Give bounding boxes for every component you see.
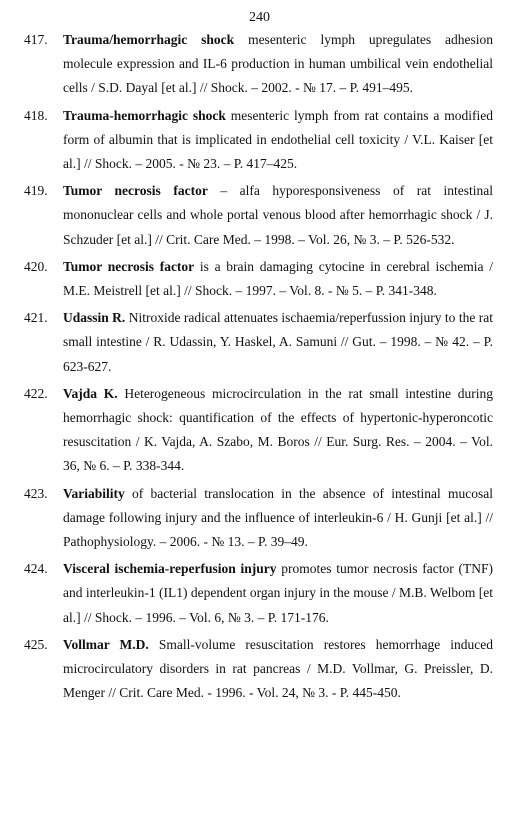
reference-text: [63, 557, 493, 630]
reference-item: [0, 255, 519, 303]
reference-text: [63, 179, 493, 252]
reference-text: [63, 482, 493, 555]
reference-lead: Vajda K.: [63, 385, 118, 401]
reference-lead: Udassin R.: [63, 310, 126, 326]
reference-body: Small-volume resuscitation restores hemorrhage induced microcirculatory disorders in rat pancreas / M.D. Vollmar, G. Preissler, D. Menger // Crit. Care Med. - 1996. - Vol. 24, № 3. - P. 445-450.: [63, 636, 493, 701]
reference-list: [0, 28, 519, 708]
reference-number: 418.: [24, 107, 48, 123]
reference-body: – alfa hyporesponsiveness of rat intestinal mononuclear cells and whole portal venous blood after hemorrhagic shock / J. Schzuder [et al.] // Crit. Care Med. – 1998. – Vol. 26, № 3. – P. 526-532.: [63, 183, 493, 247]
reference-text: [63, 255, 493, 303]
reference-body: promotes tumor necrosis factor (TNF) and interleukin-1 (IL1) dependent organ injury in the mouse / M.B. Welbom [et al.] // Shock. – 1996. – Vol. 6, № 3. – P. 171-176.: [63, 561, 493, 625]
reference-number: 424.: [24, 561, 48, 577]
reference-body: Heterogeneous microcirculation in the rat small intestine during hemorrhagic shock: quantification of the effects of hypertonic-hyperoncotic resuscitation / K. Vajda, A. Szabo, M. Boros // Eur. Surg. Res. – 2004. – Vol. 36, № 6. – P. 338-344.: [63, 385, 493, 474]
reference-number: 425.: [24, 636, 48, 652]
reference-number: 417.: [24, 32, 48, 47]
reference-item: [0, 633, 519, 706]
reference-item: [0, 104, 519, 177]
reference-lead: Vollmar M.D.: [63, 636, 149, 652]
reference-number: 422.: [24, 385, 48, 401]
reference-lead: Variability: [63, 485, 125, 501]
reference-item: [0, 306, 519, 379]
reference-item: [0, 28, 519, 101]
reference-text: [63, 28, 493, 101]
reference-item: [0, 557, 519, 630]
reference-number: 423.: [24, 485, 48, 501]
reference-item: [0, 482, 519, 555]
reference-body: mesenteric lymph upregulates adhesion molecule expression and IL-6 production in human umbilical vein endothelial cells / S.D. Dayal [et al.] // Shock. – 2002. - № 17. – P. 491–495.: [63, 32, 493, 96]
reference-text: [63, 306, 493, 379]
reference-item: [0, 179, 519, 252]
page-number: 240: [249, 10, 270, 25]
reference-lead: Tumor necrosis factor: [63, 183, 208, 199]
reference-body: of bacterial translocation in the absence of intestinal mucosal damage following injury and the influence of interleukin-6 / H. Gunji [et al.] // Pathophysiology. – 2006. - № 13. – P. 39–49.: [63, 485, 493, 550]
reference-text: [63, 633, 493, 706]
reference-text: [63, 104, 493, 177]
reference-lead: Trauma/hemorrhagic shock: [63, 32, 235, 47]
reference-body: Nitroxide radical attenuates ischaemia/reperfussion injury to the rat small intestine / R. Udassin, Y. Haskel, A. Samuni // Gut. – 1998. – № 42. – P. 623-627.: [63, 310, 493, 374]
reference-lead: Visceral ischemia-reperfusion injury: [63, 561, 277, 577]
reference-lead: Tumor necrosis factor: [63, 258, 195, 274]
reference-number: 420.: [24, 258, 48, 274]
reference-number: 421.: [24, 310, 48, 326]
reference-item: [0, 382, 519, 479]
reference-number: 419.: [24, 183, 48, 199]
reference-body: mesenteric lymph from rat contains a modified form of albumin that is implicated in endothelial cell toxicity / V.L. Kaiser [et al.] // Shock. – 2005. - № 23. – P. 417–425.: [63, 107, 493, 172]
reference-lead: Trauma-hemorrhagic shock: [63, 107, 226, 123]
reference-text: [63, 382, 493, 479]
reference-body: is a brain damaging cytocine in cerebral ischemia / M.E. Meistrell [et al.] // Shock. – 1997. – Vol. 8. - № 5. – P. 341-348.: [63, 258, 493, 299]
